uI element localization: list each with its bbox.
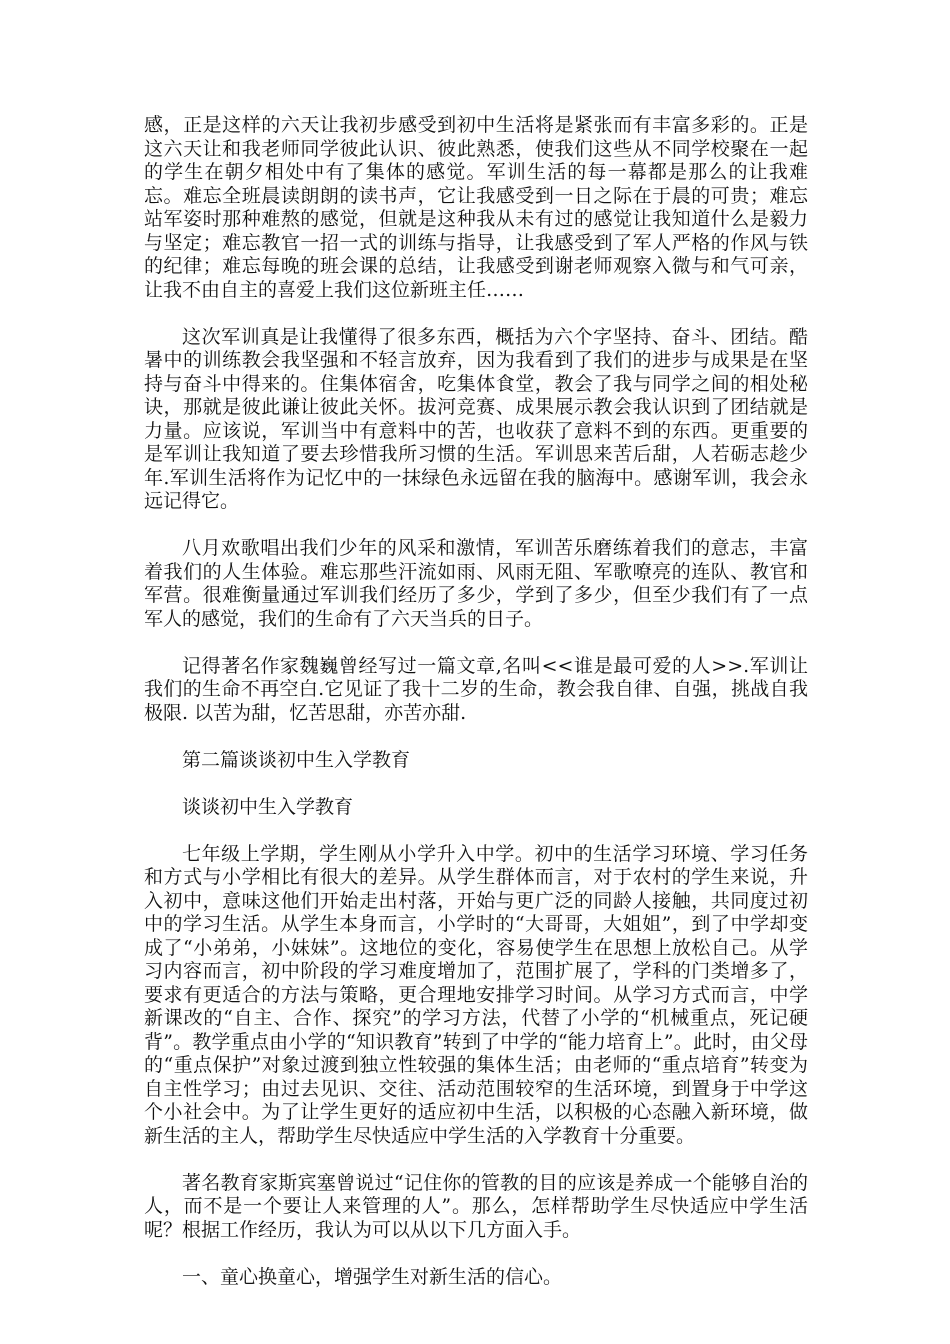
paragraph-grade-seven-transition: 七年级上学期，学生刚从小学升入中学。初中的生活学习环境、学习任务和方式与小学相比有很大的差异。从学生群体而言，对于农村的学生来说，升入初中，意味这他们开始走出村落，开始与更广泛的同龄人接触，共同度过初中的学习生活。从学生本身而言，小学时的“大哥哥，大姐姐”，到了中学却变成了“小弟弟，小妹妹”。这地位的变化，容易使学生在思想上放松自己。从学习内容而言，初中阶段的学习难度增加了，范围扩展了，学科的门类增多了，要求有更适合的方法与策略，更合理地安排学习时间。从学习方式而言，中学新课改的“自主、合作、探究”的学习方法，代替了小学的“机械重点，死记硬背”。教学重点由小学的“知识教育”转到了中学的“能力培育上”。此时，由父母的“重点保护”对象过渡到独立性较强的集体生活；由老师的“重点培育”转变为自主性学习；由过去见识、交往、活动范围较窄的生活环境，到置身于中学这个小社会中。为了让学生更好的适应初中生活，以积极的心态融入新环境，做新生活的主人，帮助学生尽快适应中学生活的入学教育十分重要。 bbox=[144, 842, 808, 1147]
section-title: 第二篇谈谈初中生入学教育 bbox=[182, 748, 411, 771]
paragraph-august-song: 八月欢歌唱出我们少年的风采和激情，军训苦乐磨练着我们的意志，丰富着我们的人生体验。难忘那些汗流如雨、风雨无阻、军歌嘹亮的连队、教官和军营。很难衡量通过军训我们经历了多少，学到了多少，但至少我们有了一点军人的感觉，我们的生命有了六天当兵的日子。 bbox=[144, 537, 808, 630]
paragraph-military-training-memories: 感，正是这样的六天让我初步感受到初中生活将是紧张而有丰富多彩的。正是这六天让和我老师同学彼此认识、彼此熟悉，使我们这些从不同学校聚在一起的学生在朝夕相处中有了集体的感觉。军训生活的每一幕都是那么的让我难忘。难忘全班晨读朗朗的读书声，它让我感受到一日之际在于晨的可贵；难忘站军姿时那种难熬的感觉，但就是这种我从未有过的感觉让我知道什么是毅力与坚定；难忘教官一招一式的训练与指导，让我感受到了军人严格的作风与铁的纪律；难忘每晚的班会课的总结，让我感受到谢老师观察入微与和气可亲，让我不由自主的喜爱上我们这位新班主任…… bbox=[144, 114, 808, 301]
paragraph-point-one: 一、童心换童心，增强学生对新生活的信心。 bbox=[182, 1265, 563, 1288]
document-body bbox=[144, 114, 808, 1313]
paragraph-lessons-learned: 这次军训真是让我懂得了很多东西，概括为六个字坚持、奋斗、团结。酷暑中的训练教会我坚强和不轻言放弃，因为我看到了我们的进步与成果是在坚持与奋斗中得来的。住集体宿舍，吃集体食堂，教会了我与同学之间的相处秘诀，那就是彼此谦让彼此关怀。拔河竞赛、成果展示教会我认识到了团结就是力量。应该说，军训当中有意料中的苦，也收获了意料不到的东西。更重要的是军训让我知道了要去珍惜我所习惯的生活。军训思来苦后甜，人若砺志趁少年.军训生活将作为记忆中的一抹绿色永远留在我的脑海中。感谢军训，我会永远记得它。 bbox=[144, 325, 808, 512]
paragraph-weiwei-article: 记得著名作家魏巍曾经写过一篇文章,名叫<<谁是最可爱的人>>.军训让我们的生命不再空白.它见证了我十二岁的生命，教会我自律、自强，挑战自我极限. 以苦为甜，忆苦思甜，亦苦亦甜. bbox=[144, 654, 808, 724]
paragraph-spencer-quote: 著名教育家斯宾塞曾说过“记住你的管教的目的应该是养成一个能够自治的人，而不是一个要让人来管理的人”。那么，怎样帮助学生尽快适应中学生活呢？根据工作经历，我认为可以从以下几方面入手。 bbox=[144, 1171, 808, 1241]
article-title: 谈谈初中生入学教育 bbox=[182, 795, 354, 818]
